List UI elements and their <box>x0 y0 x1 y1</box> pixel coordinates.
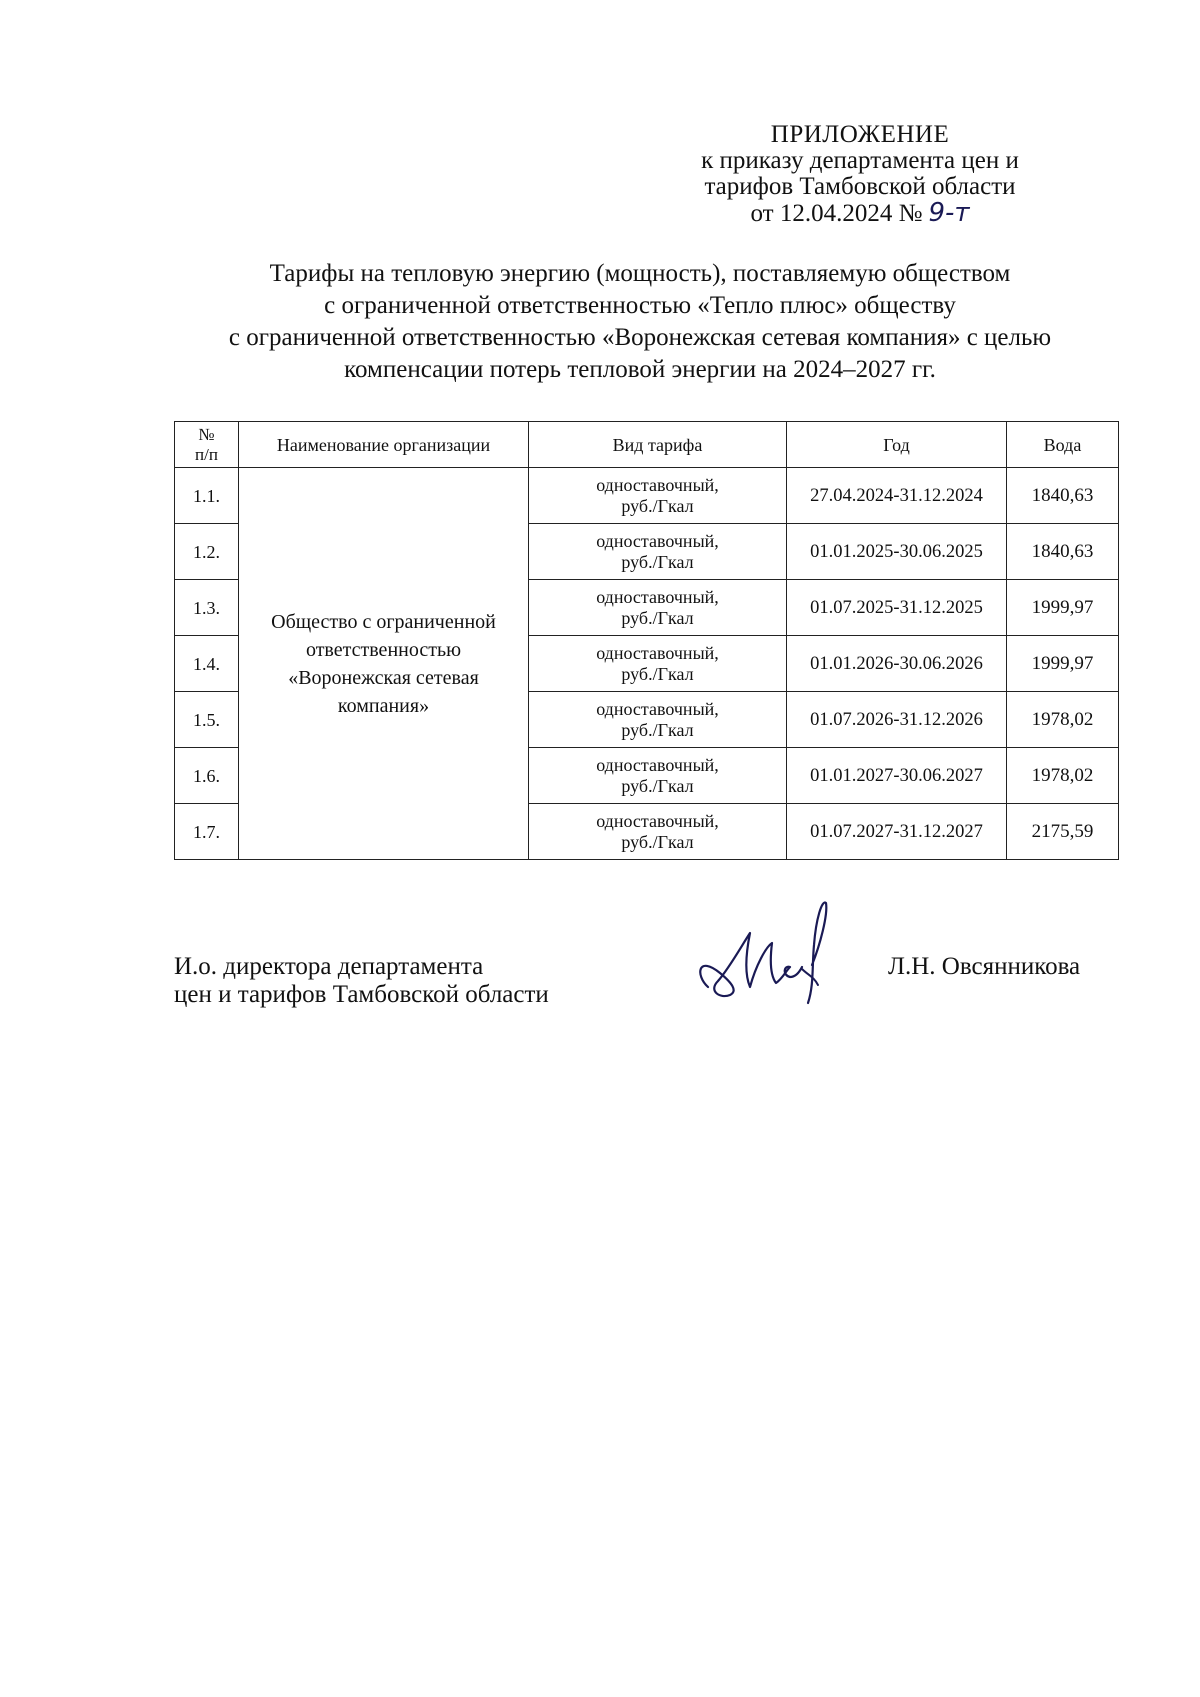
tariff-type-cell: одноставочный, руб./Гкал <box>529 580 787 636</box>
handwritten-signature-icon <box>690 895 850 1015</box>
period-cell: 27.04.2024-31.12.2024 <box>787 468 1007 524</box>
water-price-cell: 1978,02 <box>1007 692 1119 748</box>
title-line-3: с ограниченной ответственностью «Воронежская сетевая компания» с целью <box>228 324 1052 351</box>
title-line-2: с ограниченной ответственностью «Тепло плюс» обществу <box>324 292 956 319</box>
appendix-title: ПРИЛОЖЕНИЕ <box>770 121 950 148</box>
title-line-4: компенсации потерь тепловой энергии на 2024–2027 гг. <box>344 356 936 383</box>
water-price-cell: 1999,97 <box>1007 580 1119 636</box>
appendix-order-line <box>640 200 1080 227</box>
water-price-cell: 1978,02 <box>1007 748 1119 804</box>
header-year: Год <box>787 422 1007 468</box>
appendix-line-2: тарифов Тамбовской области <box>704 173 1016 200</box>
role-line-2: цен и тарифов Тамбовской области <box>174 981 549 1008</box>
title-line-1: Тарифы на тепловую энергию (мощность), поставляемую обществом <box>269 260 1011 287</box>
tariff-table <box>174 421 1119 860</box>
period-cell: 01.07.2025-31.12.2025 <box>787 580 1007 636</box>
header-water: Вода <box>1007 422 1119 468</box>
period-cell: 01.01.2026-30.06.2026 <box>787 636 1007 692</box>
header-tariff-type: Вид тарифа <box>529 422 787 468</box>
document-title <box>160 258 1120 386</box>
appendix-header <box>640 122 1080 227</box>
water-price-cell: 1999,97 <box>1007 636 1119 692</box>
role-line-1: И.о. директора департамента <box>174 953 484 980</box>
row-number: 1.2. <box>175 524 239 580</box>
row-number: 1.5. <box>175 692 239 748</box>
row-number: 1.1. <box>175 468 239 524</box>
tariff-type-cell: одноставочный, руб./Гкал <box>529 636 787 692</box>
appendix-line-1: к приказу департамента цен и <box>701 147 1019 174</box>
row-number: 1.3. <box>175 580 239 636</box>
period-cell: 01.07.2026-31.12.2026 <box>787 692 1007 748</box>
tariff-type-cell: одноставочный, руб./Гкал <box>529 804 787 860</box>
tariff-type-cell: одноставочный, руб./Гкал <box>529 524 787 580</box>
order-date: от 12.04.2024 № <box>750 200 923 227</box>
tariff-type-cell: одноставочный, руб./Гкал <box>529 692 787 748</box>
row-number: 1.7. <box>175 804 239 860</box>
organization-cell: Общество с ограниченной ответственностью «Воронежская сетевая компания» <box>239 468 529 860</box>
table-header-row <box>175 422 1119 468</box>
row-number: 1.6. <box>175 748 239 804</box>
tariff-type-cell: одноставочный, руб./Гкал <box>529 748 787 804</box>
header-number: № п/п <box>175 422 239 468</box>
row-number: 1.4. <box>175 636 239 692</box>
signatory-role <box>174 953 549 1009</box>
period-cell: 01.07.2027-31.12.2027 <box>787 804 1007 860</box>
order-number-handwritten: 9-т <box>928 198 970 228</box>
water-price-cell: 1840,63 <box>1007 524 1119 580</box>
table-row <box>175 468 1119 524</box>
header-organization: Наименование организации <box>239 422 529 468</box>
period-cell: 01.01.2025-30.06.2025 <box>787 524 1007 580</box>
tariff-type-cell: одноставочный, руб./Гкал <box>529 468 787 524</box>
period-cell: 01.01.2027-30.06.2027 <box>787 748 1007 804</box>
signatory-name: Л.Н. Овсянникова <box>888 953 1081 980</box>
water-price-cell: 1840,63 <box>1007 468 1119 524</box>
water-price-cell: 2175,59 <box>1007 804 1119 860</box>
